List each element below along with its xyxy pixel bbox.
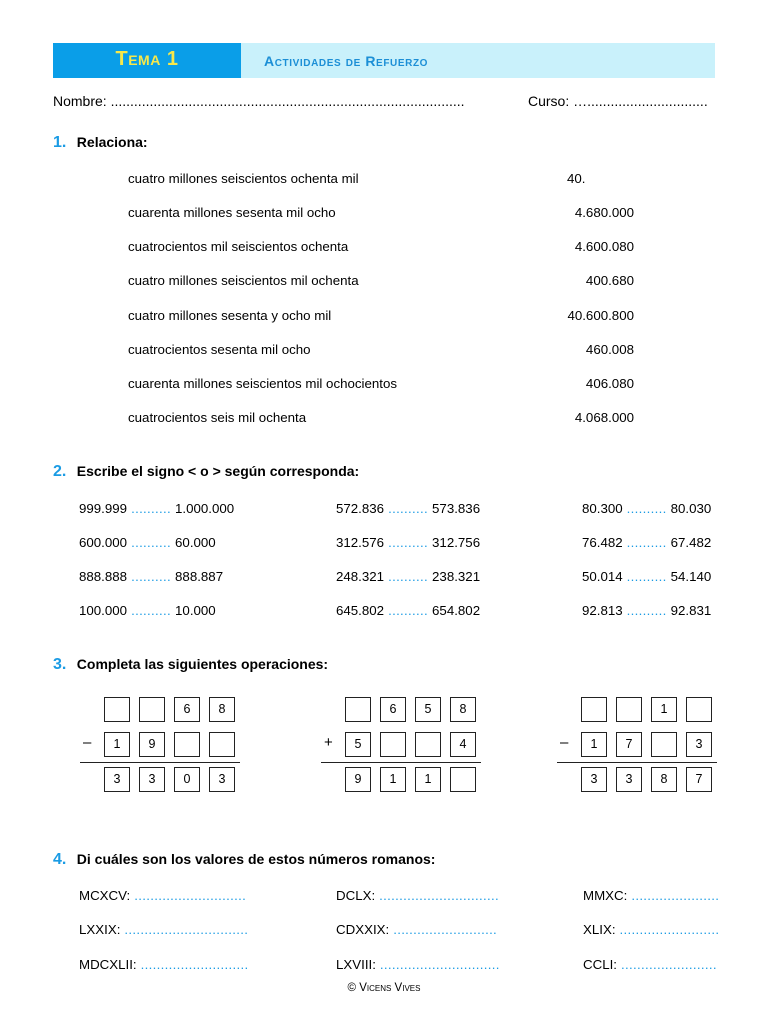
roman-item [583, 922, 719, 937]
relaciona-right-item: 4.680.000 [574, 205, 634, 220]
nombre-label: Nombre: [53, 93, 107, 109]
header-tema-title: Tema 1 [115, 48, 179, 70]
digit-box: 9 [345, 767, 371, 792]
relaciona-left-item: cuatrocientos seis mil ochenta [128, 410, 307, 425]
digit-box: 1 [380, 767, 406, 792]
comparison-right-number: 573.836 [432, 501, 481, 516]
roman-answer-blank[interactable]: ...................... [631, 888, 720, 903]
comparison-left-number: 248.321 [336, 569, 385, 584]
comparison-row [336, 535, 480, 550]
section-4-number: 4. [53, 851, 67, 868]
roman-label: MDCXLII: [79, 957, 137, 972]
digit-box: 8 [450, 697, 476, 722]
comparison-row [79, 569, 223, 584]
relaciona-left-item: cuarenta millones seiscientos mil ochocientos [128, 376, 398, 391]
comparison-left-number: 999.999 [79, 501, 128, 516]
relaciona-left-item: cuatro millones seiscientos mil ochenta [128, 273, 359, 288]
comparison-left-number: 572.836 [336, 501, 385, 516]
comparison-blank[interactable]: .......... [626, 535, 667, 550]
relaciona-left-item: cuarenta millones sesenta mil ocho [128, 205, 336, 220]
footer-credit [0, 982, 768, 994]
relaciona-right-item: 40. [567, 171, 586, 186]
comparison-blank[interactable]: .......... [131, 501, 172, 516]
comparison-left-number: 76.482 [582, 535, 623, 550]
relaciona-right-item: 400.680 [585, 273, 634, 288]
digit-box: 7 [616, 732, 642, 757]
section-3-title: Completa las siguientes operaciones: [76, 656, 329, 672]
digit-box: 7 [686, 767, 712, 792]
section-3-heading [53, 656, 328, 674]
comparison-right-number: 654.802 [432, 603, 481, 618]
comparison-left-number: 80.300 [582, 501, 623, 516]
comparison-right-number: 888.887 [175, 569, 224, 584]
operation-sign: + [324, 734, 333, 751]
section-2-heading [53, 463, 359, 481]
digit-box: 3 [616, 767, 642, 792]
comparison-blank[interactable]: .......... [388, 603, 429, 618]
comparison-right-number: 60.000 [175, 535, 216, 550]
roman-item [336, 888, 499, 903]
roman-label: MCXCV: [79, 888, 131, 903]
roman-item [336, 957, 500, 972]
digit-box: 1 [651, 697, 677, 722]
operation-sign: – [83, 734, 92, 751]
comparison-row [582, 535, 711, 550]
nombre-dots: ........................................................................................... [110, 93, 465, 109]
roman-label: CCLI: [583, 957, 617, 972]
comparison-left-number: 100.000 [79, 603, 128, 618]
comparison-left-number: 645.802 [336, 603, 385, 618]
roman-answer-blank[interactable]: ........................ [621, 957, 717, 972]
digit-box: 3 [139, 767, 165, 792]
roman-answer-blank[interactable]: ......................... [619, 922, 720, 937]
digit-box: 8 [651, 767, 677, 792]
roman-answer-blank[interactable]: .............................. [379, 888, 500, 903]
section-4-title: Di cuáles son los valores de estos números romanos: [76, 851, 436, 867]
digit-box[interactable] [345, 697, 371, 722]
digit-box[interactable] [581, 697, 607, 722]
digit-box: 9 [139, 732, 165, 757]
digit-box[interactable] [139, 697, 165, 722]
roman-label: LXXIX: [79, 922, 121, 937]
header-subtitle-bar [241, 43, 715, 78]
operation-result-line [80, 762, 240, 763]
roman-item [336, 922, 497, 937]
operation-sign: – [560, 734, 569, 751]
curso-field[interactable]: Curso: …............................... [528, 93, 708, 109]
digit-box[interactable] [209, 732, 235, 757]
comparison-right-number: 10.000 [175, 603, 216, 618]
digit-box[interactable] [651, 732, 677, 757]
relaciona-left-item: cuatrocientos sesenta mil ocho [128, 342, 311, 357]
comparison-left-number: 600.000 [79, 535, 128, 550]
publisher-name: Vicens Vives [359, 982, 421, 994]
comparison-blank[interactable]: .......... [626, 501, 667, 516]
section-1-title: Relaciona: [76, 134, 148, 150]
roman-item [583, 957, 717, 972]
comparison-blank[interactable]: .......... [131, 569, 172, 584]
relaciona-right-item: 460.008 [585, 342, 634, 357]
roman-answer-blank[interactable]: ........................... [140, 957, 249, 972]
operation-result-line [321, 762, 481, 763]
comparison-left-number: 92.813 [582, 603, 623, 618]
comparison-left-number: 888.888 [79, 569, 128, 584]
comparison-row [582, 501, 711, 516]
roman-item [79, 957, 249, 972]
comparison-blank[interactable]: .......... [388, 535, 429, 550]
roman-answer-blank[interactable]: ............................... [124, 922, 249, 937]
roman-label: XLIX: [583, 922, 616, 937]
relaciona-left-item: cuatro millones sesenta y ocho mil [128, 308, 332, 323]
roman-item [79, 922, 248, 937]
comparison-right-number: 67.482 [670, 535, 712, 550]
digit-box: 6 [174, 697, 200, 722]
copyright-symbol: © [347, 982, 357, 994]
section-1-heading [53, 134, 148, 152]
relaciona-right-item: 40.600.800 [567, 308, 634, 323]
comparison-right-number: 312.756 [432, 535, 481, 550]
section-1-number: 1. [53, 134, 67, 151]
comparison-row [336, 603, 480, 618]
roman-answer-blank[interactable]: .............................. [379, 957, 500, 972]
digit-box[interactable] [616, 697, 642, 722]
section-2-number: 2. [53, 463, 67, 480]
comparison-right-number: 1.000.000 [175, 501, 235, 516]
comparison-row [79, 603, 216, 618]
relaciona-left-item: cuatrocientos mil seiscientos ochenta [128, 239, 349, 254]
comparison-row [336, 501, 480, 516]
relaciona-left-item: cuatro millones seiscientos ochenta mil [128, 171, 359, 186]
digit-box: 3 [686, 732, 712, 757]
comparison-right-number: 92.831 [670, 603, 712, 618]
roman-label: CDXXIX: [336, 922, 390, 937]
digit-box: 5 [345, 732, 371, 757]
comparison-blank[interactable]: .......... [388, 501, 429, 516]
relaciona-right-item: 4.600.080 [574, 239, 634, 254]
comparison-left-number: 50.014 [582, 569, 623, 584]
comparison-row [79, 535, 216, 550]
digit-box: 4 [450, 732, 476, 757]
digit-box: 0 [174, 767, 200, 792]
comparison-left-number: 312.576 [336, 535, 385, 550]
digit-box[interactable] [380, 732, 406, 757]
roman-label: MMXC: [583, 888, 628, 903]
comparison-blank[interactable]: .......... [131, 603, 172, 618]
roman-item [79, 888, 246, 903]
digit-box: 6 [380, 697, 406, 722]
comparison-row [582, 569, 711, 584]
relaciona-right-item: 4.068.000 [574, 410, 634, 425]
comparison-blank[interactable]: .......... [131, 535, 172, 550]
digit-box[interactable] [174, 732, 200, 757]
roman-answer-blank[interactable]: ............................ [134, 888, 247, 903]
digit-box[interactable] [415, 732, 441, 757]
roman-answer-blank[interactable]: .......................... [393, 922, 498, 937]
header-tema-bar [53, 43, 241, 78]
section-4-heading [53, 851, 435, 869]
digit-box: 1 [104, 732, 130, 757]
digit-box[interactable] [450, 767, 476, 792]
roman-item [583, 888, 719, 903]
digit-box: 3 [104, 767, 130, 792]
digit-box: 3 [209, 767, 235, 792]
comparison-row [79, 501, 234, 516]
comparison-right-number: 54.140 [670, 569, 712, 584]
operation-result-line [557, 762, 717, 763]
roman-label: LXVIII: [336, 957, 376, 972]
comparison-row [582, 603, 711, 618]
digit-box: 1 [581, 732, 607, 757]
roman-label: DCLX: [336, 888, 376, 903]
digit-box: 5 [415, 697, 441, 722]
digit-box: 8 [209, 697, 235, 722]
section-2-title: Escribe el signo < o > según corresponda: [76, 463, 360, 479]
digit-box[interactable] [104, 697, 130, 722]
digit-box[interactable] [686, 697, 712, 722]
digit-box: 1 [415, 767, 441, 792]
digit-box: 3 [581, 767, 607, 792]
section-3-number: 3. [53, 656, 67, 673]
comparison-right-number: 238.321 [432, 569, 481, 584]
nombre-field[interactable] [53, 93, 465, 109]
header-subtitle: Actividades de Refuerzo [264, 53, 429, 69]
comparison-blank[interactable]: .......... [626, 603, 667, 618]
comparison-blank[interactable]: .......... [388, 569, 429, 584]
comparison-blank[interactable]: .......... [626, 569, 667, 584]
comparison-row [336, 569, 480, 584]
relaciona-right-item: 406.080 [585, 376, 634, 391]
comparison-right-number: 80.030 [670, 501, 712, 516]
